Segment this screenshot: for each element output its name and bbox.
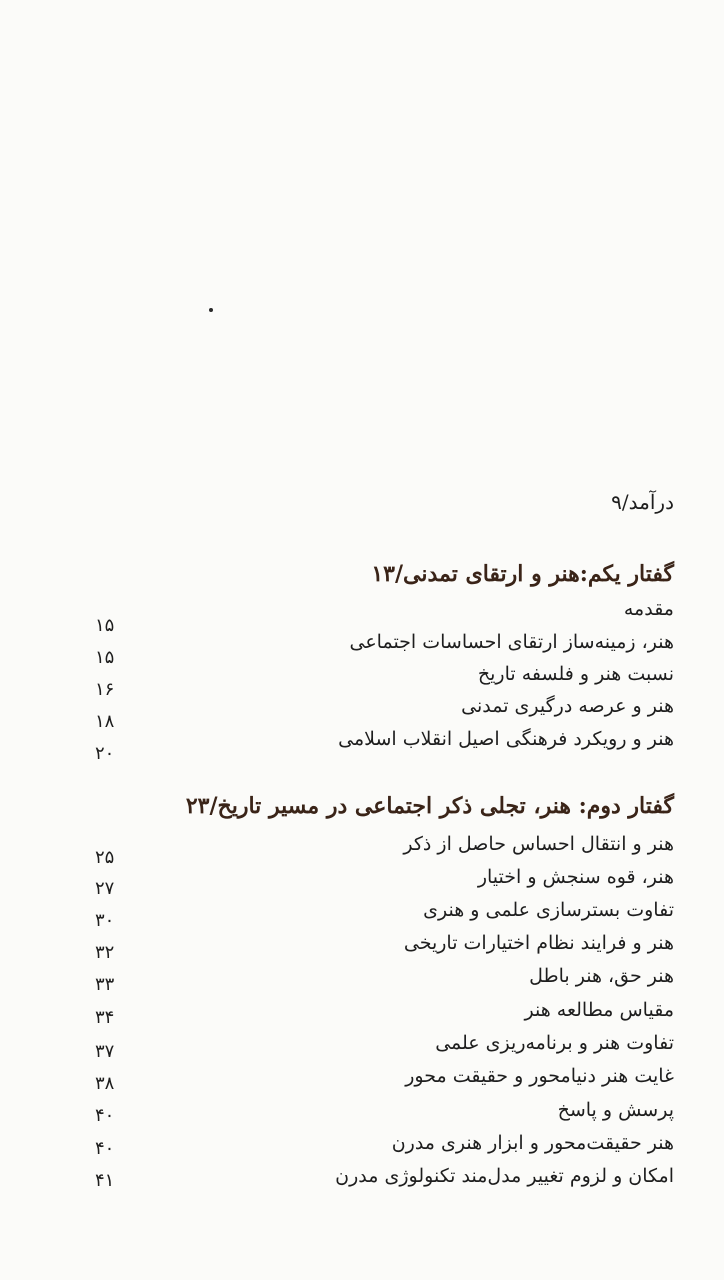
toc-entry[interactable]: امکان و لزوم تغییر مدل‌مند تکنولوژی مدرن (335, 1165, 674, 1187)
chapter-2-title[interactable]: گفتار دوم: هنر، تجلی ذکر اجتماعی در مسیر تاریخ/۲۳ (185, 793, 674, 819)
toc-entry[interactable]: تفاوت بسترسازی علمی و هنری (423, 899, 674, 921)
toc-entry[interactable]: هنر حقیقت‌محور و ابزار هنری مدرن (391, 1132, 674, 1154)
toc-intro[interactable]: درآمد/۹ (611, 490, 674, 514)
page-number: ۱۸ (95, 711, 115, 732)
page-number: ۲۰ (95, 743, 115, 764)
page-number: ۳۸ (95, 1073, 115, 1094)
page-number: ۳۳ (95, 974, 115, 995)
toc-entry[interactable]: نسبت هنر و فلسفه تاریخ (477, 663, 674, 685)
page-number: ۳۲ (95, 942, 115, 963)
toc-entry[interactable]: هنر، زمینه‌ساز ارتقای احساسات اجتماعی (349, 631, 674, 653)
toc-entry[interactable]: غایت هنر دنیامحور و حقیقت محور (405, 1065, 674, 1087)
toc-entry[interactable]: تفاوت هنر و برنامه‌ریزی علمی (435, 1032, 674, 1054)
toc-entry[interactable]: پرسش و پاسخ (557, 1099, 674, 1121)
toc-entry[interactable]: هنر، قوه سنجش و اختیار (477, 866, 674, 888)
page-number: ۱۵ (95, 615, 115, 636)
toc-entry[interactable]: هنر حق، هنر باطل (529, 965, 674, 987)
page-number: ۳۰ (95, 910, 115, 931)
page-number: ۲۵ (95, 847, 115, 868)
page-number: ۴۰ (95, 1105, 115, 1126)
page-number: ۱۶ (95, 679, 115, 700)
toc-entry[interactable]: هنر و فرایند نظام اختیارات تاریخی (403, 932, 674, 954)
chapter-1-title[interactable]: گفتار یکم:هنر و ارتقای تمدنی/۱۳ (371, 561, 674, 587)
page-number: ۴۱ (95, 1170, 115, 1191)
page-number: ۴۰ (95, 1138, 115, 1159)
toc-entry[interactable]: مقیاس مطالعه هنر (524, 999, 674, 1021)
toc-entry[interactable]: هنر و عرصه درگیری تمدنی (461, 695, 674, 717)
toc-entry[interactable]: هنر و رویکرد فرهنگی اصیل انقلاب اسلامی (338, 728, 674, 750)
toc-entry[interactable]: مقدمه (623, 598, 674, 620)
page-number: ۳۴ (95, 1007, 115, 1028)
page-number: ۱۵ (95, 647, 115, 668)
page-number: ۳۷ (95, 1041, 115, 1062)
page-number: ۲۷ (95, 878, 115, 899)
toc-entry[interactable]: هنر و انتقال احساس حاصل از ذکر (403, 833, 674, 855)
stray-dot (209, 308, 213, 312)
